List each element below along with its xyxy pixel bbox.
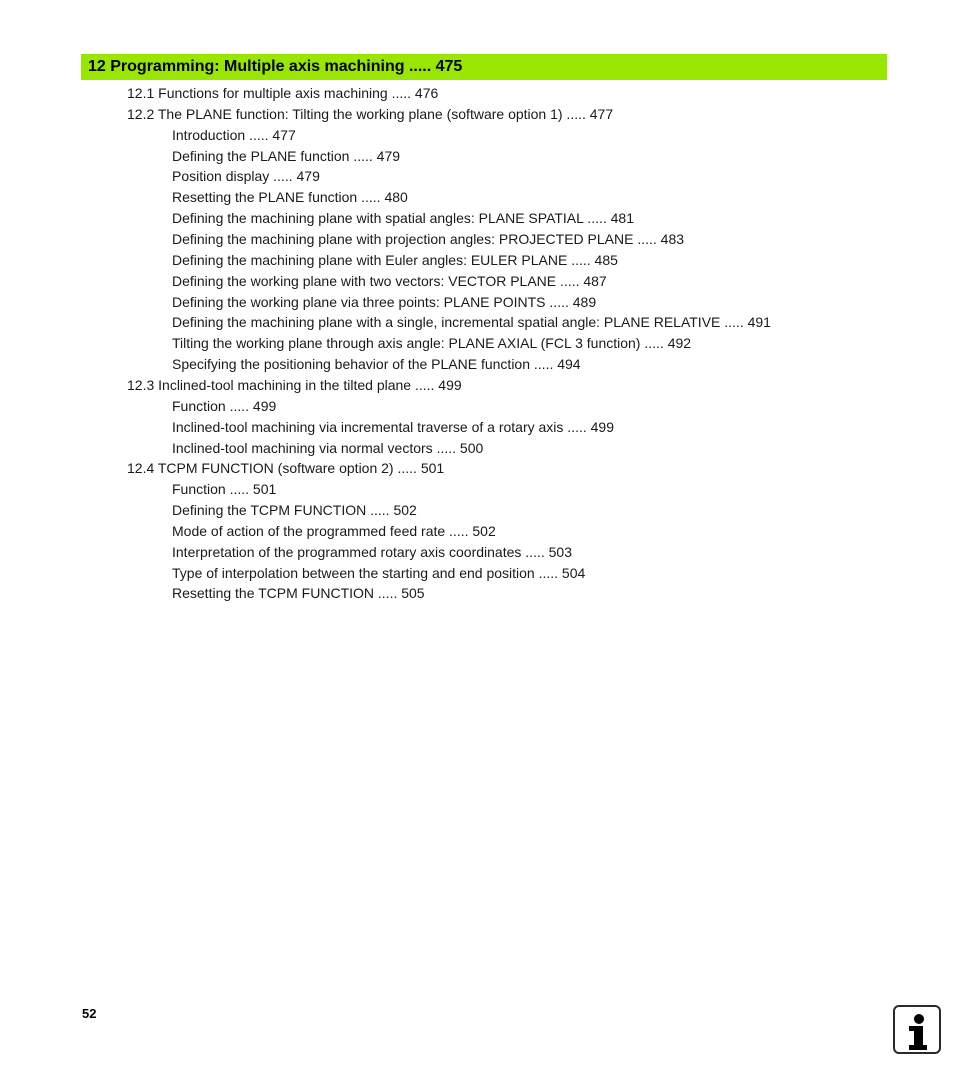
toc-subsection-entry[interactable]: Function ..... 499 [172,397,277,414]
toc-subsection-entry[interactable]: Type of interpolation between the starting and end position ..... 504 [172,564,586,581]
toc-section-entry[interactable]: 12.1 Functions for multiple axis machining ..... 476 [127,85,439,101]
toc-section-entry[interactable]: 12.4 TCPM FUNCTION (software option 2) ..... 501 [127,460,445,477]
toc-subsection-entry[interactable]: Defining the working plane via three points: PLANE POINTS ..... 489 [172,293,597,310]
toc-subsection-entry[interactable]: Defining the machining plane with Euler angles: EULER PLANE ..... 485 [172,251,618,268]
toc-subsection-entry[interactable]: Defining the machining plane with spatial angles: PLANE SPATIAL ..... 481 [172,210,634,227]
toc-subsection-entry[interactable]: Function ..... 501 [172,481,277,498]
toc-subsection-entry[interactable]: Resetting the TCPM FUNCTION ..... 505 [172,585,425,602]
toc-subsection-entry[interactable]: Defining the working plane with two vectors: VECTOR PLANE ..... 487 [172,272,607,289]
toc-section-entry[interactable]: 12.2 The PLANE function: Tilting the working plane (software option 1) ..... 477 [127,105,614,122]
chapter-header [81,54,887,80]
toc-subsection-entry[interactable]: Inclined-tool machining via normal vectors ..... 500 [172,439,484,456]
toc-subsection-entry[interactable]: Defining the PLANE function ..... 479 [172,147,401,164]
toc-subsection-entry[interactable]: Defining the machining plane with a single, incremental spatial angle: PLANE RELATIVE ..... 491 [172,314,771,331]
info-icon [893,1005,941,1054]
chapter-title[interactable]: 12 Programming: Multiple axis machining ..... 475 [88,58,463,75]
toc-subsection-entry[interactable]: Defining the TCPM FUNCTION ..... 502 [172,502,417,518]
toc-subsection-entry[interactable]: Defining the machining plane with projection angles: PROJECTED PLANE ..... 483 [172,231,685,247]
toc-subsection-entry[interactable]: Position display ..... 479 [172,168,320,185]
toc-subsection-entry[interactable]: Resetting the PLANE function ..... 480 [172,189,408,206]
toc-subsection-entry[interactable]: Interpretation of the programmed rotary axis coordinates ..... 503 [172,543,572,560]
toc-subsection-entry[interactable]: Specifying the positioning behavior of the PLANE function ..... 494 [172,356,581,373]
toc-subsection-entry[interactable]: Introduction ..... 477 [172,126,296,143]
toc-subsection-entry[interactable]: Mode of action of the programmed feed rate ..... 502 [172,522,496,539]
toc-section-entry[interactable]: 12.3 Inclined-tool machining in the tilted plane ..... 499 [127,376,462,393]
toc-subsection-entry[interactable]: Tilting the working plane through axis angle: PLANE AXIAL (FCL 3 function) ..... 492 [172,335,692,352]
toc-subsection-entry[interactable]: Inclined-tool machining via incremental traverse of a rotary axis ..... 499 [172,418,614,435]
page-number: 52 [82,1006,97,1021]
info-glyph [895,1007,939,1052]
